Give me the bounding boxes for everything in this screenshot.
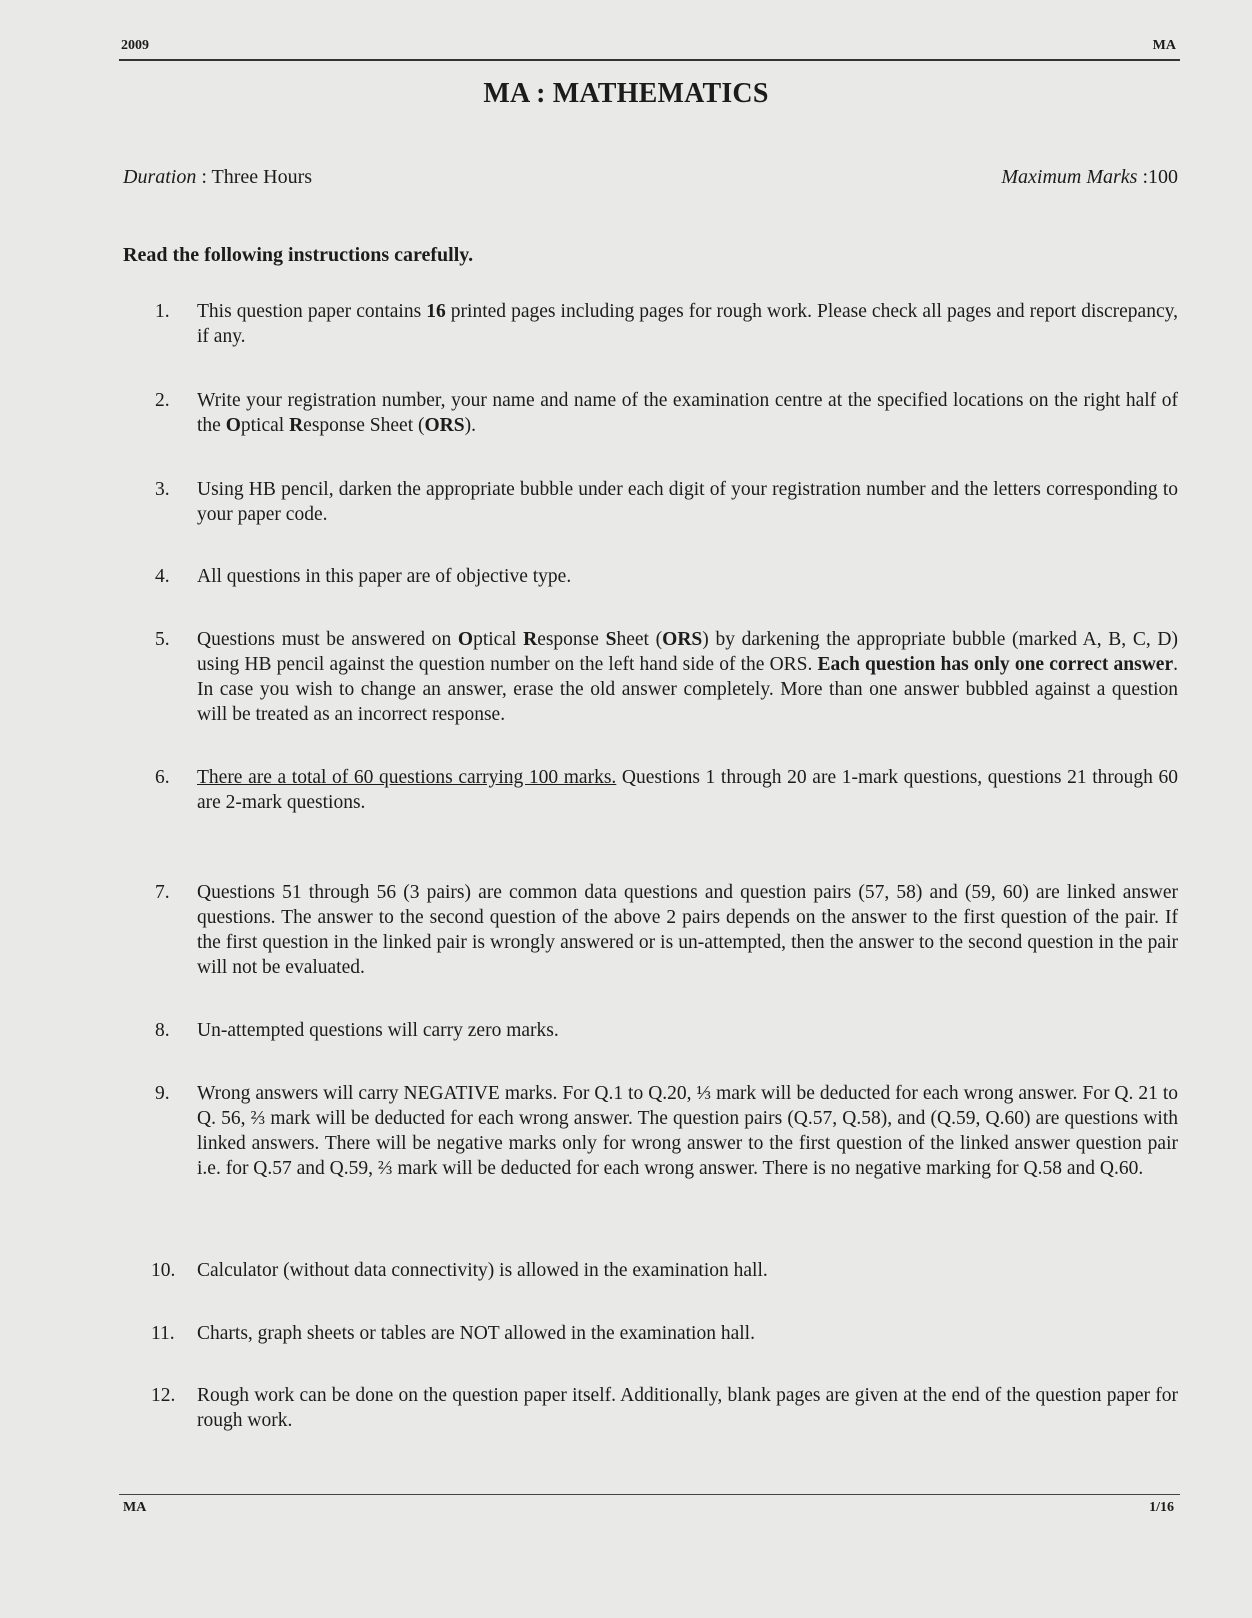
instruction-item: 2. Write your registration number, your name and name of the examination centre at the specified locations on the right half of the Optical Response Sheet (ORS). xyxy=(155,390,1178,436)
instruction-item: 1. This question paper contains 16 printed pages including pages for rough work. Please check all pages and report discrepancy, if any. xyxy=(155,301,1178,347)
maximum-marks-value: :100 xyxy=(1137,166,1178,188)
header-year: 2009 xyxy=(121,38,149,53)
instruction-item: 6. There are a total of 60 questions carrying 100 marks. Questions 1 through 20 are 1-mark questions, questions 21 through 60 are 2-mark questions. xyxy=(155,767,1178,813)
instruction-item: 5. Questions must be answered on Optical Response Sheet (ORS) by darkening the appropriate bubble (marked A, B, C, D) using HB pencil against the question number on the left hand side of the ORS. Each question has only one correct answer. In case you wish to change an answer, erase the old answer completely. More than one answer bubbled against a question will be treated as an incorrect response. xyxy=(155,629,1178,725)
footer-rule xyxy=(119,1494,1180,1495)
page-title: MA : MATHEMATICS xyxy=(483,78,769,109)
header-paper-code: MA xyxy=(1152,38,1176,53)
header-rule xyxy=(119,59,1180,61)
instruction-item: 8. Un-attempted questions will carry zero marks. xyxy=(155,1020,559,1041)
duration-value: : Three Hours xyxy=(196,166,313,188)
duration xyxy=(123,166,312,189)
instruction-item: 9. Wrong answers will carry NEGATIVE marks. For Q.1 to Q.20, ⅓ mark will be deducted for each wrong answer. For Q. 21 to Q. 56, ⅔ mark will be deducted for each wrong answer. The question pairs (Q.57, Q.58), and (Q.59, Q.60) are questions with linked answers. There will be negative marks only for wrong answer to the first question of the linked answer question pair i.e. for Q.57 and Q.59, ⅔ mark will be deducted for each wrong answer. There is no negative marking for Q.58 and Q.60. xyxy=(155,1083,1178,1179)
instruction-item: 3. Using HB pencil, darken the appropriate bubble under each digit of your registration number and the letters corresponding to your paper code. xyxy=(155,479,1178,525)
instruction-item: 10. Calculator (without data connectivity) is allowed in the examination hall. xyxy=(151,1260,768,1281)
maximum-marks-label: Maximum Marks xyxy=(1001,166,1138,188)
maximum-marks xyxy=(1001,166,1178,189)
instructions-heading: Read the following instructions carefully. xyxy=(123,244,474,266)
instruction-item: 11. Charts, graph sheets or tables are NOT allowed in the examination hall. xyxy=(151,1323,755,1344)
page-number: 1/16 xyxy=(1149,1500,1174,1515)
instruction-item: 12. Rough work can be done on the question paper itself. Additionally, blank pages are given at the end of the question paper for rough work. xyxy=(151,1385,1178,1431)
footer-paper-code: MA xyxy=(123,1500,147,1515)
duration-label: Duration xyxy=(123,166,197,188)
instruction-item: 4. All questions in this paper are of objective type. xyxy=(155,566,572,587)
instruction-item: 7. Questions 51 through 56 (3 pairs) are common data questions and question pairs (57, 58) and (59, 60) are linked answer questions. The answer to the second question of the above 2 pairs depends on the answer to the first question of the pair. If the first question in the linked pair is wrongly answered or is un-attempted, then the answer to the second question in the pair will not be evaluated. xyxy=(155,882,1178,978)
